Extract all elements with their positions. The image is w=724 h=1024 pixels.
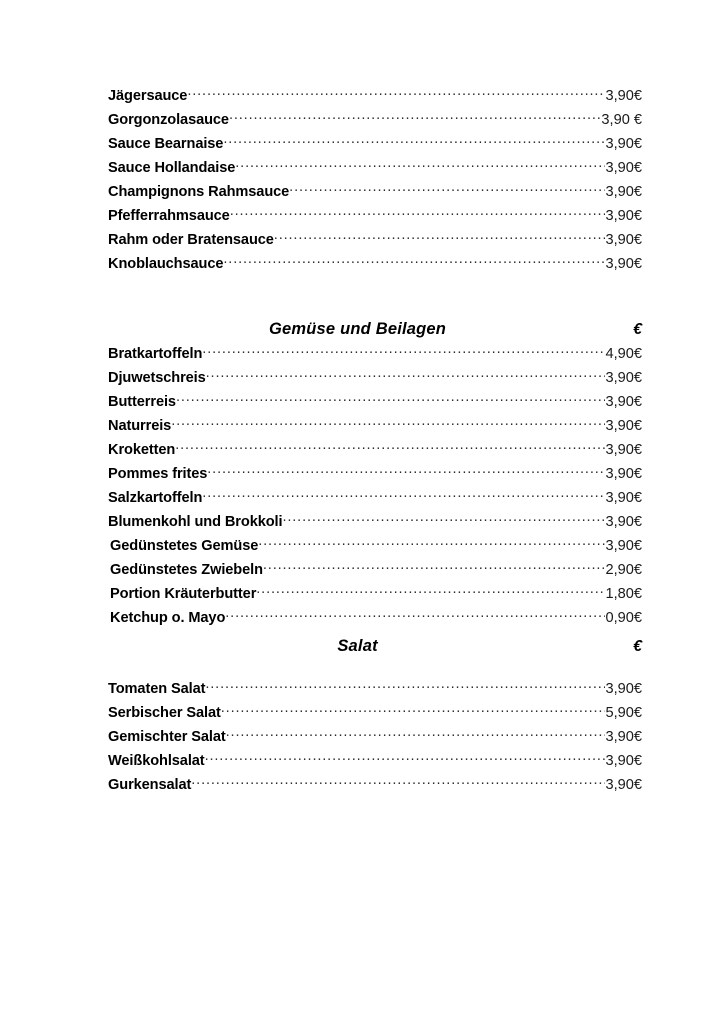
menu-item-name: Jägersauce	[108, 88, 188, 104]
dot-leader	[171, 416, 605, 430]
menu-item-price: 3,90€	[605, 370, 642, 386]
menu-item-name: Naturreis	[108, 418, 172, 434]
menu-item-price: 3,90€	[605, 208, 642, 224]
menu-row	[108, 606, 642, 630]
dot-leader	[187, 86, 605, 100]
menu-row	[108, 414, 642, 438]
menu-item-name: Kroketten	[108, 442, 176, 458]
dot-leader	[221, 703, 606, 717]
dot-leader	[175, 440, 605, 454]
menu-item-name: Ketchup o. Mayo	[110, 610, 226, 626]
menu-row	[108, 725, 642, 749]
menu-row	[108, 534, 642, 558]
menu-item-price: 3,90€	[605, 729, 642, 745]
menu-row	[108, 228, 642, 252]
menu-row	[108, 84, 642, 108]
menu-item-price: 5,90€	[605, 705, 642, 721]
menu-item-name: Gurkensalat	[108, 777, 192, 793]
section-heading-gemuese-und-beilagen	[108, 316, 642, 342]
menu-item-price: 3,90€	[605, 753, 642, 769]
menu-row	[108, 180, 642, 204]
dot-leader	[207, 464, 605, 478]
menu-item-price: 3,90€	[605, 466, 642, 482]
menu-item-name: Butterreis	[108, 394, 176, 410]
menu-item-price: 3,90€	[605, 681, 642, 697]
section-heading-salat	[108, 633, 642, 659]
menu-item-price: 3,90€	[605, 394, 642, 410]
menu-row	[108, 773, 642, 797]
menu-row	[108, 390, 642, 414]
dot-leader	[289, 182, 605, 196]
menu-item-name: Gemischter Salat	[108, 729, 226, 745]
menu-row	[108, 486, 642, 510]
menu-item-name: Champignons Rahmsauce	[108, 184, 290, 200]
menu-item-name: Pfefferrahmsauce	[108, 208, 230, 224]
menu-row	[108, 462, 642, 486]
currency-header: €	[633, 321, 642, 338]
menu-section-saucen	[108, 84, 642, 276]
menu-item-price: 3,90€	[605, 442, 642, 458]
menu-item-price: 3,90 €	[601, 112, 642, 128]
menu-item-price: 3,90€	[605, 136, 642, 152]
menu-item-name: Djuwetschreis	[108, 370, 206, 386]
section-title: Gemüse und Beilagen	[269, 320, 447, 338]
menu-item-name: Portion Kräuterbutter	[110, 586, 257, 602]
dot-leader	[223, 254, 605, 268]
dot-leader	[230, 206, 606, 220]
menu-item-price: 3,90€	[605, 490, 642, 506]
dot-leader	[229, 110, 601, 124]
menu-item-name: Gedünstetes Gemüse	[110, 538, 259, 554]
menu-row	[108, 366, 642, 390]
menu-item-price: 3,90€	[605, 777, 642, 793]
heading-spacer	[108, 659, 642, 677]
menu-section-salat	[108, 633, 642, 797]
menu-row	[108, 342, 642, 366]
section-spacer	[108, 276, 642, 316]
dot-leader	[256, 584, 605, 598]
menu-item-name: Knoblauchsauce	[108, 256, 224, 272]
menu-item-name: Gedünstetes Zwiebeln	[110, 562, 263, 578]
dot-leader	[205, 679, 605, 693]
menu-row	[108, 252, 642, 276]
menu-item-name: Weißkohlsalat	[108, 753, 205, 769]
menu-item-name: Gorgonzolasauce	[108, 112, 229, 128]
dot-leader	[274, 230, 606, 244]
menu-row	[108, 132, 642, 156]
dot-leader	[206, 368, 606, 382]
menu-content	[108, 84, 642, 797]
dot-leader	[176, 392, 606, 406]
menu-item-name: Sauce Bearnaise	[108, 136, 224, 152]
menu-item-name: Sauce Hollandaise	[108, 160, 236, 176]
dot-leader	[191, 775, 605, 789]
dot-leader	[235, 158, 605, 172]
menu-item-name: Rahm oder Bratensauce	[108, 232, 274, 248]
menu-item-price: 3,90€	[605, 184, 642, 200]
menu-item-name: Blumenkohl und Brokkoli	[108, 514, 283, 530]
dot-leader	[202, 344, 605, 358]
menu-item-price: 1,80€	[605, 586, 642, 602]
menu-row	[108, 204, 642, 228]
menu-item-name: Pommes frites	[108, 466, 208, 482]
menu-row	[108, 156, 642, 180]
dot-leader	[225, 608, 605, 622]
menu-item-name: Bratkartoffeln	[108, 346, 203, 362]
menu-item-price: 0,90€	[605, 610, 642, 626]
currency-header: €	[633, 638, 642, 655]
menu-row	[108, 677, 642, 701]
dot-leader	[282, 512, 605, 526]
menu-item-name: Tomaten Salat	[108, 681, 206, 697]
menu-item-name: Serbischer Salat	[108, 705, 221, 721]
menu-row	[108, 582, 642, 606]
menu-row	[108, 749, 642, 773]
menu-item-price: 3,90€	[605, 514, 642, 530]
menu-item-price: 3,90€	[605, 160, 642, 176]
dot-leader	[205, 751, 606, 765]
menu-item-price: 3,90€	[605, 256, 642, 272]
dot-leader	[258, 536, 605, 550]
menu-item-price: 4,90€	[605, 346, 642, 362]
dot-leader	[263, 560, 606, 574]
menu-item-price: 3,90€	[605, 88, 642, 104]
menu-row	[108, 510, 642, 534]
menu-item-price: 2,90€	[605, 562, 642, 578]
menu-section-gemuese-und-beilagen	[108, 316, 642, 630]
menu-row	[108, 438, 642, 462]
menu-item-price: 3,90€	[605, 538, 642, 554]
menu-row	[108, 701, 642, 725]
menu-item-price: 3,90€	[605, 418, 642, 434]
menu-row	[108, 558, 642, 582]
menu-item-name: Salzkartoffeln	[108, 490, 203, 506]
dot-leader	[202, 488, 605, 502]
section-title: Salat	[337, 637, 378, 655]
menu-item-price: 3,90€	[605, 232, 642, 248]
menu-row	[108, 108, 642, 132]
dot-leader	[223, 134, 605, 148]
dot-leader	[226, 727, 606, 741]
